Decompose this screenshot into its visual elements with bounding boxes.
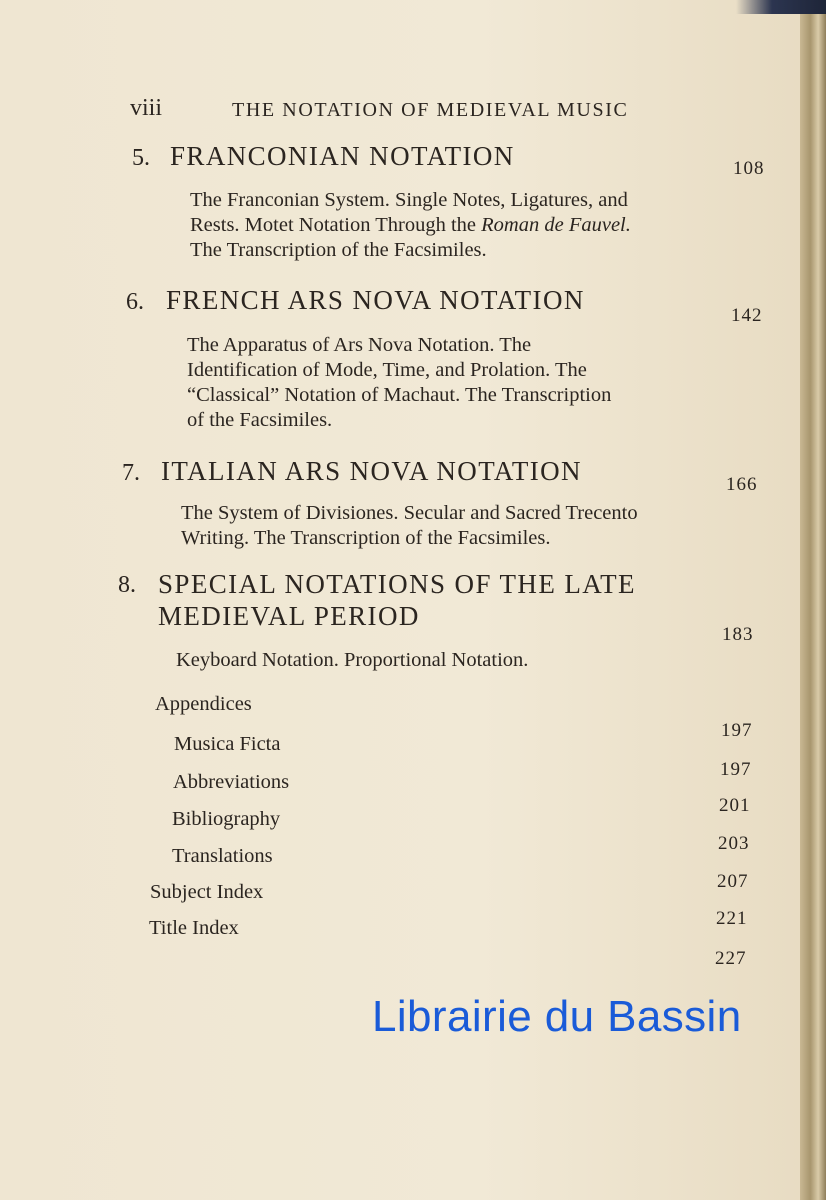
description-line: The Apparatus of Ars Nova Notation. The [187, 334, 532, 356]
appendix-page-number: 201 [719, 795, 751, 816]
appendix-item: Abbreviations [173, 771, 290, 793]
chapter-number: 7. [122, 460, 140, 486]
chapter-title-line: MEDIEVAL PERIOD [158, 601, 420, 631]
appendix-page-number: 203 [718, 833, 750, 854]
description-line: of the Facsimiles. [187, 409, 333, 431]
appendix-item: Translations [172, 845, 273, 867]
appendix-item: Musica Ficta [174, 733, 281, 755]
chapter-description [187, 333, 611, 433]
description-line: The Transcription of the Facsimiles. [190, 239, 487, 261]
index-page-number: 221 [716, 908, 748, 929]
description-line: Writing. The Transcription of the Facsimiles. [181, 527, 551, 549]
chapter-number: 6. [126, 289, 144, 315]
appendix-page-number: 197 [720, 759, 752, 780]
chapter-description [181, 501, 638, 551]
bookseller-watermark: Librairie du Bassin [372, 992, 742, 1041]
appendix-page-number: 197 [721, 720, 753, 741]
description-line: The Franconian System. Single Notes, Ligatures, and [190, 189, 628, 211]
description-line: “Classical” Notation of Machaut. The Transcription [187, 384, 612, 406]
folio-number: viii [130, 95, 163, 121]
italic-title: Roman de Fauvel. [481, 214, 631, 236]
description-line: Rests. Motet Notation Through the Roman de Fauvel. [190, 214, 631, 236]
book-gutter [800, 0, 826, 1200]
description-line: Keyboard Notation. Proportional Notation. [176, 649, 529, 671]
description-line: Identification of Mode, Time, and Prolation. The [187, 359, 587, 381]
chapter-description [176, 648, 528, 673]
chapter-title: ITALIAN ARS NOVA NOTATION [161, 456, 582, 486]
running-title: THE NOTATION OF MEDIEVAL MUSIC [232, 99, 629, 121]
chapter-number: 8. [118, 572, 136, 598]
cover-edge [736, 0, 826, 14]
appendix-item: Bibliography [172, 808, 281, 830]
chapter-page-number: 166 [726, 474, 758, 495]
chapter-title [158, 568, 636, 632]
index-entry: Title Index [149, 917, 239, 939]
chapter-page-number: 183 [722, 624, 754, 645]
chapter-title: FRANCONIAN NOTATION [170, 141, 515, 171]
index-page-number: 207 [717, 871, 749, 892]
index-entry: Subject Index [150, 881, 264, 903]
chapter-page-number: 108 [733, 158, 765, 179]
chapter-description [190, 188, 631, 263]
chapter-title-line: SPECIAL NOTATIONS OF THE LATE [158, 569, 636, 599]
final-page-number: 227 [715, 948, 747, 969]
appendices-heading: Appendices [155, 693, 252, 715]
description-line: The System of Divisiones. Secular and Sacred Trecento [181, 502, 638, 524]
chapter-number: 5. [132, 145, 150, 171]
chapter-page-number: 142 [731, 305, 763, 326]
chapter-title: FRENCH ARS NOVA NOTATION [166, 285, 585, 315]
